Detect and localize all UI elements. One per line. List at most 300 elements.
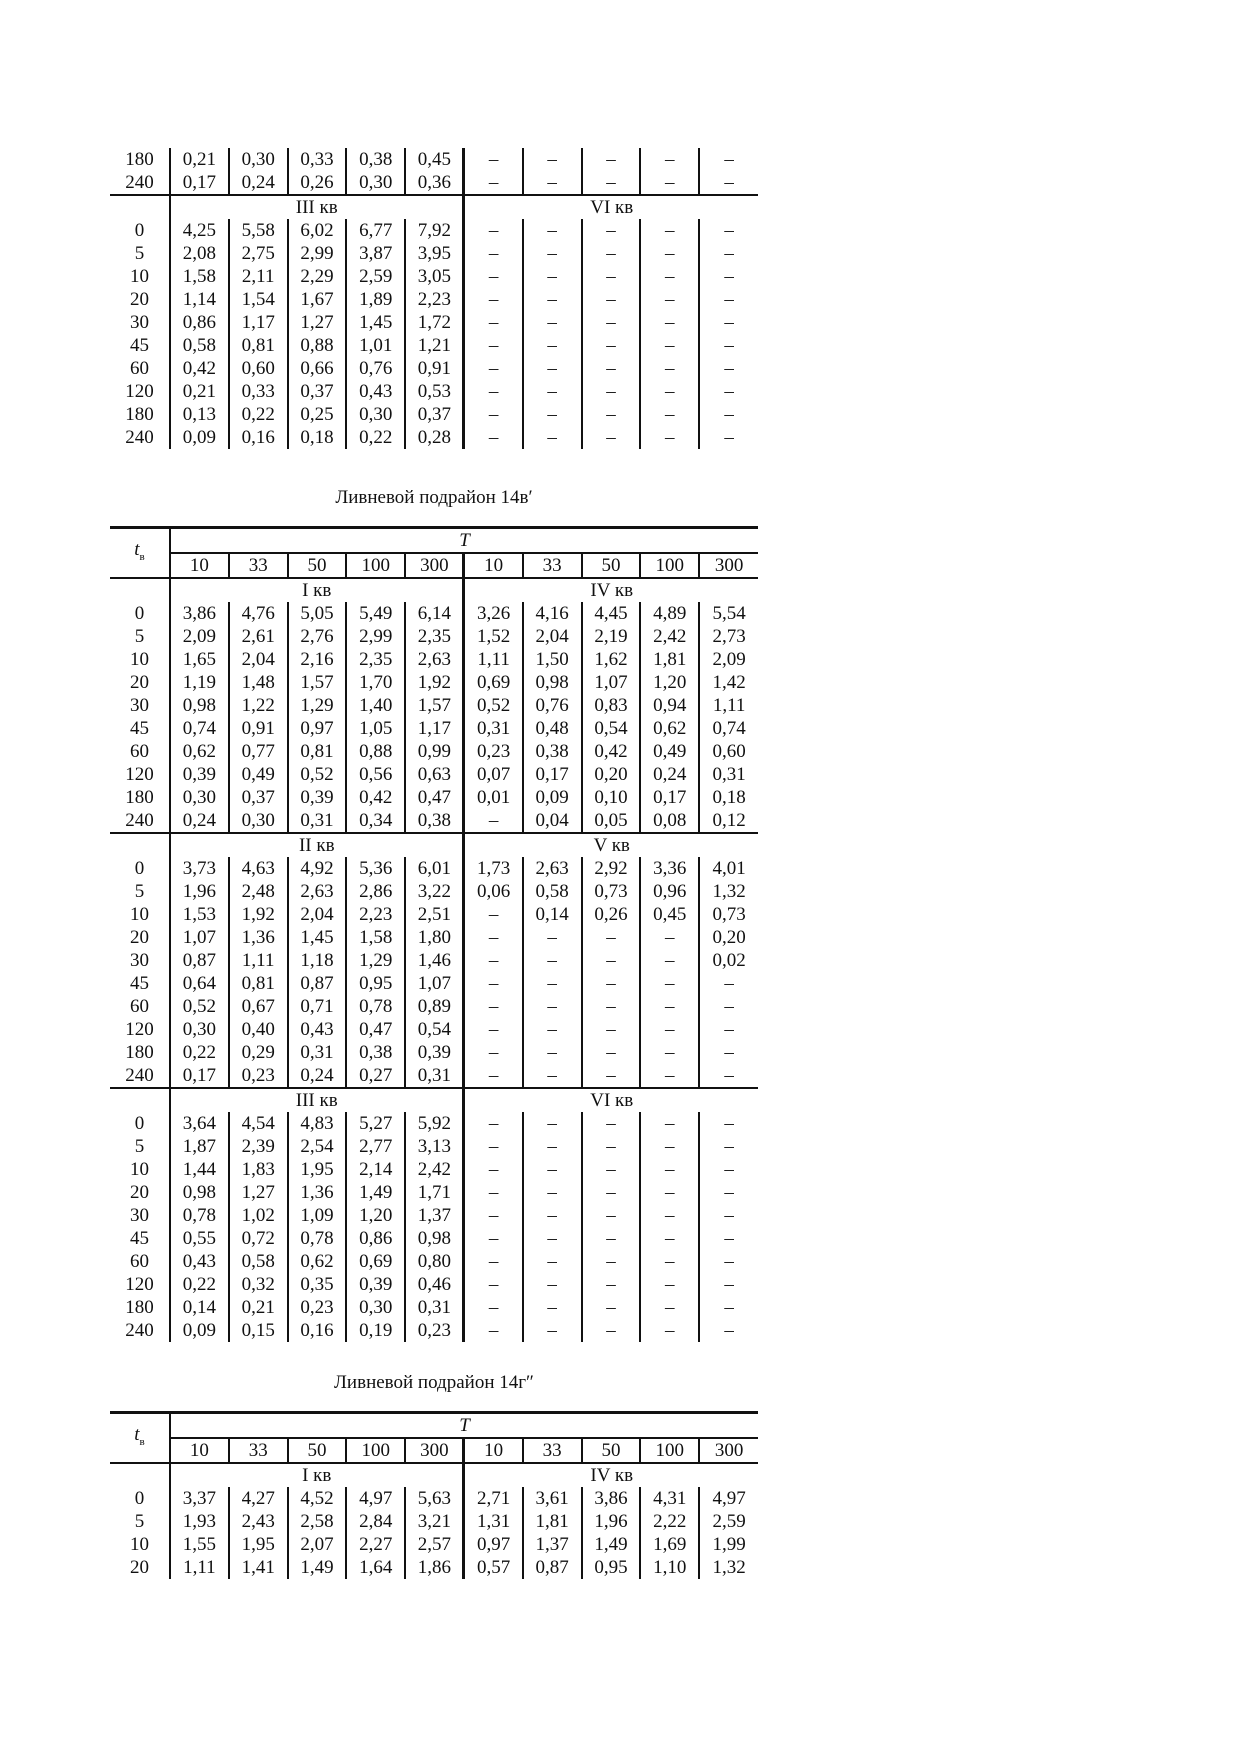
table-cell: 2,59	[699, 1510, 758, 1533]
row-label-t: 20	[130, 1557, 149, 1578]
table-cell: 0,08	[640, 809, 699, 833]
table-cell: 1,20	[640, 671, 699, 694]
table-cell: 0,53	[405, 380, 464, 403]
table-cell: 3,37	[170, 1487, 229, 1510]
table-cell: –	[699, 403, 758, 426]
column-header-T: T	[170, 528, 758, 554]
table-cell: 3,64	[170, 1112, 229, 1135]
column-header-T: T	[170, 1413, 758, 1439]
header-row-periods	[110, 1438, 758, 1463]
row-header-cell	[110, 1413, 170, 1464]
table-row	[110, 903, 758, 926]
table-cell: 1,49	[582, 1533, 641, 1556]
quarter-label-right: V кв	[464, 833, 758, 857]
table-row	[110, 403, 758, 426]
table-cell: 0,09	[523, 786, 582, 809]
table-cell: 0,87	[523, 1556, 582, 1579]
table-cell: 0,37	[229, 786, 288, 809]
table-row	[110, 219, 758, 242]
table-cell: –	[464, 171, 523, 195]
table-cell: –	[464, 1204, 523, 1227]
table-cell: 4,63	[229, 857, 288, 880]
table-cell: 0,62	[170, 740, 229, 763]
table-cell: –	[699, 288, 758, 311]
table-cell: 1,10	[640, 1556, 699, 1579]
table-cell: 0,52	[170, 995, 229, 1018]
table-cell: 1,31	[464, 1510, 523, 1533]
table-cell: 1,95	[288, 1158, 347, 1181]
table-cell: –	[464, 311, 523, 334]
table-cell: –	[464, 1158, 523, 1181]
table-row	[110, 1112, 758, 1135]
table-cell: 1,89	[346, 288, 405, 311]
table-cell: –	[640, 1158, 699, 1181]
table-cell: 3,61	[523, 1487, 582, 1510]
table-cell: 2,09	[170, 625, 229, 648]
table-cell: 1,09	[288, 1204, 347, 1227]
quarter-header-row	[110, 1088, 758, 1112]
table-cell: –	[582, 949, 641, 972]
table-cell: 0,22	[170, 1041, 229, 1064]
table-cell: 2,43	[229, 1510, 288, 1533]
table-cell: 0,57	[464, 1556, 523, 1579]
table-cell: 0,95	[346, 972, 405, 995]
table-cell: 1,62	[582, 648, 641, 671]
table-cell: –	[640, 171, 699, 195]
table-cell: 0,21	[229, 1296, 288, 1319]
table-cell: 4,89	[640, 602, 699, 625]
table-cell: 0,18	[699, 786, 758, 809]
table-cell: 1,41	[229, 1556, 288, 1579]
row-label-t: 120	[125, 1019, 154, 1040]
row-label-t: 0	[134, 1488, 145, 1509]
row-header-subscript: в	[139, 1435, 145, 1448]
table-cell: 0,34	[346, 809, 405, 833]
table-cell: –	[582, 1227, 641, 1250]
table-title-14v: Ливневой подрайон 14в′	[335, 487, 533, 508]
table-cell: 0,77	[229, 740, 288, 763]
table-row	[110, 694, 758, 717]
table-cell: 0,87	[170, 949, 229, 972]
table-cell: 3,21	[405, 1510, 464, 1533]
table-cell: 1,95	[229, 1533, 288, 1556]
table-cell: 1,58	[346, 926, 405, 949]
table-cell: 6,01	[405, 857, 464, 880]
table-cell: 1,36	[288, 1181, 347, 1204]
table-cell: 0,43	[346, 380, 405, 403]
table-cell: –	[464, 380, 523, 403]
table-cell: 1,55	[170, 1533, 229, 1556]
table-cell: 0,58	[170, 334, 229, 357]
row-label-t: 240	[125, 1320, 154, 1341]
table-cell: 2,27	[346, 1533, 405, 1556]
table-cell: 4,31	[640, 1487, 699, 1510]
table-cell: 0,73	[699, 903, 758, 926]
table-cell: –	[464, 334, 523, 357]
table-cell: –	[523, 219, 582, 242]
table-cell: –	[582, 1112, 641, 1135]
row-label-t: 20	[130, 289, 149, 310]
table-cell: 0,14	[523, 903, 582, 926]
table-cell: 2,59	[346, 265, 405, 288]
table-cell: –	[640, 1319, 699, 1342]
period-header: 300	[699, 1438, 758, 1463]
table-cell: 1,44	[170, 1158, 229, 1181]
table-cell: –	[699, 265, 758, 288]
table-cell: –	[699, 1112, 758, 1135]
table-row	[110, 148, 758, 171]
table-row	[110, 288, 758, 311]
row-label-t: 10	[130, 266, 149, 287]
table-cell: 0,99	[405, 740, 464, 763]
table-cell: –	[640, 972, 699, 995]
table-cell: 3,05	[405, 265, 464, 288]
table-cell: 2,57	[405, 1533, 464, 1556]
table-cell: 0,80	[405, 1250, 464, 1273]
table-cell: 1,83	[229, 1158, 288, 1181]
table-cell: 0,09	[170, 426, 229, 449]
table-cell: 5,92	[405, 1112, 464, 1135]
table-cell: 1,05	[346, 717, 405, 740]
quarter-header-row	[110, 833, 758, 857]
table-cell: 0,31	[288, 809, 347, 833]
row-label-t: 0	[134, 858, 145, 879]
table-row	[110, 995, 758, 1018]
table-cell: –	[582, 1064, 641, 1088]
table-cell: 0,91	[229, 717, 288, 740]
table-cell: –	[464, 1135, 523, 1158]
table-cell: 2,99	[346, 625, 405, 648]
table-cell: –	[640, 288, 699, 311]
row-label-t: 240	[125, 1065, 154, 1086]
table-cell: 1,53	[170, 903, 229, 926]
period-header: 10	[464, 1438, 523, 1463]
table-cell: –	[640, 334, 699, 357]
table-cell: 0,33	[229, 380, 288, 403]
table-cell: –	[699, 426, 758, 449]
table-cell: –	[640, 1018, 699, 1041]
table-cell: 0,17	[170, 1064, 229, 1088]
table-cell: 0,88	[346, 740, 405, 763]
table-cell: –	[640, 1041, 699, 1064]
period-header: 300	[405, 1438, 464, 1463]
table-cell: 0,31	[405, 1064, 464, 1088]
table-cell: –	[640, 1296, 699, 1319]
table-row	[110, 671, 758, 694]
table-cell: 1,37	[405, 1204, 464, 1227]
table-cell: 1,27	[288, 311, 347, 334]
table-cell: 1,69	[640, 1533, 699, 1556]
table-cell: 5,27	[346, 1112, 405, 1135]
table-cell: 0,26	[582, 903, 641, 926]
table-cell: –	[464, 357, 523, 380]
table-cell: –	[523, 171, 582, 195]
quarter-label-left: III кв	[170, 195, 464, 219]
table-cell: 0,24	[640, 763, 699, 786]
quarter-header-row	[110, 195, 758, 219]
row-label-t: 180	[125, 787, 154, 808]
table-cell: 5,54	[699, 602, 758, 625]
table-cell: –	[699, 357, 758, 380]
table-cell: –	[523, 311, 582, 334]
table-row	[110, 809, 758, 833]
table-row	[110, 926, 758, 949]
table-row	[110, 602, 758, 625]
table-cell: 0,21	[170, 148, 229, 171]
table-cell: 1,81	[640, 648, 699, 671]
table-cell: 2,84	[346, 1510, 405, 1533]
table-cell: 1,11	[699, 694, 758, 717]
table-cell: 0,02	[699, 949, 758, 972]
row-label-t: 60	[130, 1251, 149, 1272]
table-cell: 0,30	[170, 786, 229, 809]
table-14g	[110, 1411, 758, 1579]
row-label-t: 10	[130, 904, 149, 925]
table-cell: –	[523, 242, 582, 265]
table-cell: 0,81	[229, 972, 288, 995]
table-cell: 0,25	[288, 403, 347, 426]
row-label-t: 60	[130, 996, 149, 1017]
table-cell: –	[699, 1135, 758, 1158]
table-cell: 1,37	[523, 1533, 582, 1556]
table-cell: 2,99	[288, 242, 347, 265]
table-cell: 0,45	[640, 903, 699, 926]
table-cell: 1,96	[582, 1510, 641, 1533]
table-14g-grid	[110, 1411, 758, 1579]
table-cell: –	[582, 1250, 641, 1273]
table-cell: –	[523, 265, 582, 288]
period-header: 300	[405, 553, 464, 578]
table-cell: 2,61	[229, 625, 288, 648]
table-cell: –	[640, 1250, 699, 1273]
table-cell: –	[464, 219, 523, 242]
row-header-symbol: t	[134, 1423, 140, 1445]
table-cell: 3,86	[582, 1487, 641, 1510]
table-cell: 1,57	[288, 671, 347, 694]
table-cell: 3,86	[170, 602, 229, 625]
table-cell: 0,35	[288, 1273, 347, 1296]
table-cell: 0,42	[346, 786, 405, 809]
row-label-t: 0	[134, 220, 145, 241]
table-row	[110, 1227, 758, 1250]
table-cell: –	[582, 1018, 641, 1041]
table-cell: –	[523, 380, 582, 403]
table-cell: 0,30	[170, 1018, 229, 1041]
table-cell: 0,60	[229, 357, 288, 380]
table-title-14g: Ливневой подрайон 14г″	[334, 1372, 534, 1393]
table-cell: 0,42	[582, 740, 641, 763]
table-cell: 1,07	[170, 926, 229, 949]
table-cell: 1,36	[229, 926, 288, 949]
table-cell: –	[523, 949, 582, 972]
table-cell: 0,45	[405, 148, 464, 171]
table-cell: 0,58	[229, 1250, 288, 1273]
table-cell: –	[640, 1135, 699, 1158]
table-cell: 1,80	[405, 926, 464, 949]
table-row	[110, 171, 758, 195]
table-cell: –	[464, 1296, 523, 1319]
table-cell: 0,38	[523, 740, 582, 763]
table-cell: 1,86	[405, 1556, 464, 1579]
table-cell: –	[464, 265, 523, 288]
table-cell: 0,31	[405, 1296, 464, 1319]
table-cell: 2,35	[405, 625, 464, 648]
table-cell: –	[699, 995, 758, 1018]
table-cell: 0,74	[170, 717, 229, 740]
table-cell: 1,02	[229, 1204, 288, 1227]
table-cell: 1,20	[346, 1204, 405, 1227]
table-row	[110, 972, 758, 995]
table-row	[110, 786, 758, 809]
period-header: 100	[640, 553, 699, 578]
table-cell: –	[582, 380, 641, 403]
table-cell: –	[464, 1018, 523, 1041]
table-cell: 0,66	[288, 357, 347, 380]
row-header-subscript: в	[139, 550, 145, 563]
table-cell: 4,52	[288, 1487, 347, 1510]
table-cell: –	[464, 1250, 523, 1273]
period-header: 100	[346, 553, 405, 578]
table-cell: 1,72	[405, 311, 464, 334]
table-cell: –	[464, 1064, 523, 1088]
table-cell: –	[464, 1227, 523, 1250]
row-label-t: 30	[130, 312, 149, 333]
table-cell: 0,38	[346, 148, 405, 171]
table-cell: 0,98	[523, 671, 582, 694]
row-label-t: 5	[134, 243, 145, 264]
table-cell: 2,11	[229, 265, 288, 288]
period-header: 50	[582, 1438, 641, 1463]
table-cell: –	[699, 1064, 758, 1088]
table-cell: –	[582, 995, 641, 1018]
table-cell: 0,17	[640, 786, 699, 809]
row-label-t: 30	[130, 695, 149, 716]
table-cell: 1,87	[170, 1135, 229, 1158]
table-cell: 0,15	[229, 1319, 288, 1342]
table-cell: 1,81	[523, 1510, 582, 1533]
table-cell: –	[582, 403, 641, 426]
table-cell: 7,92	[405, 219, 464, 242]
table-row	[110, 1487, 758, 1510]
table-cell: 2,29	[288, 265, 347, 288]
table-cell: 2,39	[229, 1135, 288, 1158]
row-label-t: 10	[130, 649, 149, 670]
period-header: 10	[170, 553, 229, 578]
table-cell: 0,37	[288, 380, 347, 403]
table-cell: 0,81	[229, 334, 288, 357]
table-cell: 2,71	[464, 1487, 523, 1510]
table-cell: 3,73	[170, 857, 229, 880]
table-cell: 2,04	[523, 625, 582, 648]
quarter-label-right: VI кв	[464, 195, 758, 219]
table-cell: 1,50	[523, 648, 582, 671]
table-cell: 1,49	[288, 1556, 347, 1579]
table-cell: 0,30	[346, 403, 405, 426]
table-cell: 4,97	[699, 1487, 758, 1510]
quarter-spacer	[110, 833, 170, 857]
table-cell: 0,87	[288, 972, 347, 995]
table-cell: 0,20	[582, 763, 641, 786]
table-cell: –	[523, 334, 582, 357]
table-cell: 0,07	[464, 763, 523, 786]
table-cell: 1,52	[464, 625, 523, 648]
table-cell: 1,45	[346, 311, 405, 334]
table-cell: –	[464, 1273, 523, 1296]
table-cell: –	[464, 926, 523, 949]
table-row	[110, 1041, 758, 1064]
table-cell: 0,76	[346, 357, 405, 380]
table-cell: 4,01	[699, 857, 758, 880]
table-cell: 0,10	[582, 786, 641, 809]
table-cell: 1,71	[405, 1181, 464, 1204]
table-cell: –	[699, 219, 758, 242]
continued-table	[110, 148, 758, 449]
table-cell: –	[523, 1041, 582, 1064]
table-cell: 4,92	[288, 857, 347, 880]
table-cell: 0,36	[405, 171, 464, 195]
table-cell: 2,63	[523, 857, 582, 880]
quarter-header-row	[110, 1463, 758, 1487]
row-label-t: 20	[130, 1182, 149, 1203]
table-cell: –	[640, 949, 699, 972]
table-cell: 1,92	[405, 671, 464, 694]
table-cell: –	[582, 1135, 641, 1158]
table-cell: 0,19	[346, 1319, 405, 1342]
table-cell: 2,35	[346, 648, 405, 671]
table-row	[110, 1319, 758, 1342]
table-cell: –	[699, 1204, 758, 1227]
table-cell: –	[640, 1204, 699, 1227]
table-cell: 0,23	[229, 1064, 288, 1088]
table-cell: 0,88	[288, 334, 347, 357]
table-cell: 1,18	[288, 949, 347, 972]
table-cell: 2,42	[640, 625, 699, 648]
table-cell: –	[523, 403, 582, 426]
table-cell: 1,42	[699, 671, 758, 694]
row-label-t: 180	[125, 1297, 154, 1318]
table-cell: –	[582, 357, 641, 380]
table-cell: –	[582, 1158, 641, 1181]
table-cell: 0,27	[346, 1064, 405, 1088]
row-label-t: 45	[130, 973, 149, 994]
quarter-label-left: III кв	[170, 1088, 464, 1112]
table-cell: 0,95	[582, 1556, 641, 1579]
table-cell: 0,40	[229, 1018, 288, 1041]
table-cell: –	[582, 171, 641, 195]
table-cell: 4,25	[170, 219, 229, 242]
table-cell: 2,04	[229, 648, 288, 671]
table-cell: 1,21	[405, 334, 464, 357]
table-cell: 2,04	[288, 903, 347, 926]
table-cell: 0,14	[170, 1296, 229, 1319]
row-header-symbol: t	[134, 538, 140, 560]
table-cell: 2,09	[699, 648, 758, 671]
table-cell: 0,22	[229, 403, 288, 426]
table-cell: 0,60	[699, 740, 758, 763]
table-cell: 0,63	[405, 763, 464, 786]
row-label-t: 120	[125, 1274, 154, 1295]
table-cell: –	[640, 1227, 699, 1250]
table-cell: –	[699, 1041, 758, 1064]
table-row	[110, 1064, 758, 1088]
period-header: 33	[229, 1438, 288, 1463]
table-cell: 1,93	[170, 1510, 229, 1533]
table-cell: 1,14	[170, 288, 229, 311]
table-row	[110, 880, 758, 903]
table-cell: –	[699, 1158, 758, 1181]
table-cell: 0,31	[699, 763, 758, 786]
table-cell: 0,83	[582, 694, 641, 717]
